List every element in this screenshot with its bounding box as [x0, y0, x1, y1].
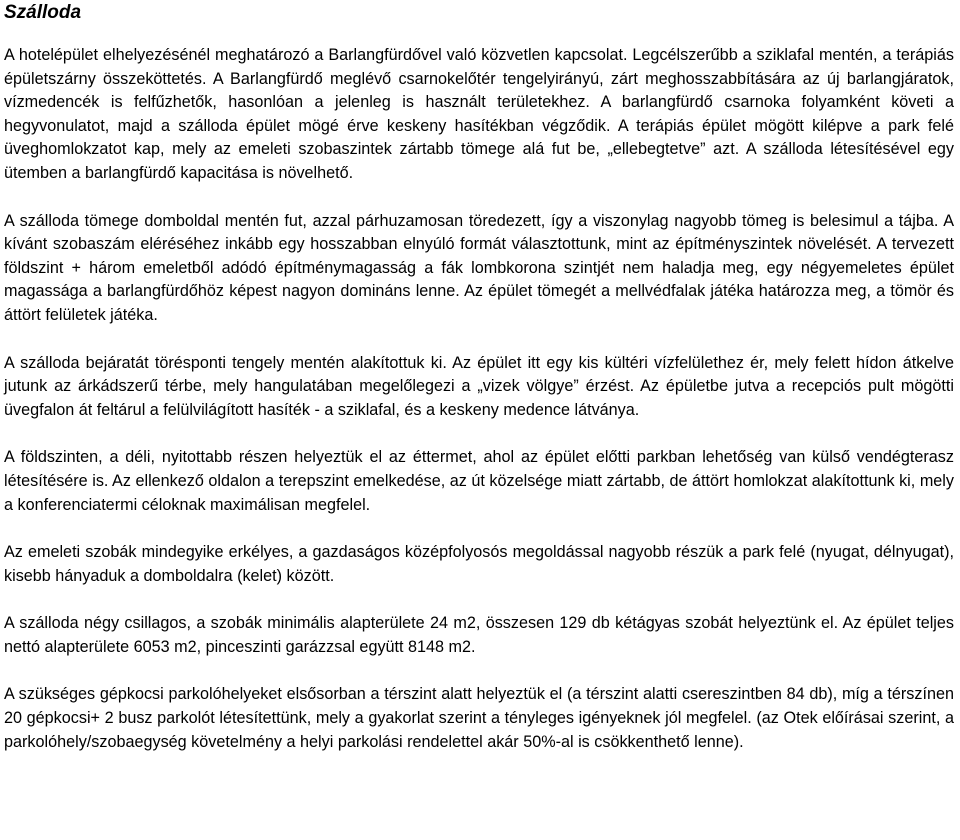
paragraph-ground-floor: A földszinten, a déli, nyitottabb részen helyeztük el az éttermet, ahol az épület előtti parkban lehetőség van külső vendégterasz létesítésére is. Az ellenkező oldalon a terepszint emelkedése, az út közelsége miatt zártabb, de áttört homlokzat alakítottunk ki, mely a konferenciatermi céloknak maximálisan megfelel.	[4, 448, 954, 514]
document-page	[4, 0, 954, 778]
paragraph-massing: A szálloda tömege domboldal mentén fut, azzal párhuzamosan töredezett, így a viszonylag nagyobb tömeg is belesimul a tájba. A kívánt szobaszám eléréséhez inkább egy hosszabban elnyúló formát választottunk, mint az építményszintek növelését. A tervezett földszint + három emeletből adódó építménymagasság a fák lombkorona szintjét nem haladja meg, egy négyemeletes épület magassága a barlangfürdőhöz képest nagyon domináns lenne. Az épület tömegét a mellvédfalak játéka határozza meg, a tömör és áttört felületek játéka.	[4, 211, 954, 324]
paragraph-parking: A szükséges gépkocsi parkolóhelyeket elsősorban a térszint alatt helyeztük el (a térszint alatti csereszintben 84 db), míg a térszínen 20 gépkocsi+ 2 busz parkolót létesítettünk, mely a gyakorlat szerint a tényleges igényeknek jól megfelel. (az Otek előírásai szerint, a parkolóhely/szobaegység követelmény a helyi parkolási rendelettel akár 50%-al is csökkenthető lenne).	[4, 685, 954, 751]
paragraph-entrance: A szálloda bejáratát törésponti tengely mentén alakítottuk ki. Az épület itt egy kis kültéri vízfelülethez ér, mely felett hídon átkelve jutunk az árkádszerű térbe, mely hangulatában megelőlegezi a „vizek völgye” érzést. Az épületbe jutva a recepciós pult mögötti üvegfalon át feltárul a felülvilágított hasíték - a sziklafal, és a keskeny medence látványa.	[4, 353, 954, 419]
paragraph-capacity: A szálloda négy csillagos, a szobák minimális alapterülete 24 m2, összesen 129 db kétágyas szobát helyeztünk el. Az épület teljes nettó alapterülete 6053 m2, pinceszinti garázzsal együtt 8148 m2.	[4, 614, 954, 656]
paragraph-upper-rooms: Az emeleti szobák mindegyike erkélyes, a gazdaságos középfolyosós megoldással nagyobb részük a park felé (nyugat, délnyugat), kisebb hányaduk a domboldalra (kelet) között.	[4, 543, 954, 585]
paragraph-location: A hotelépület elhelyezésénél meghatározó a Barlangfürdővel való közvetlen kapcsolat. Legcélszerűbb a sziklafal mentén, a terápiás épületszárny összeköttetés. A Barlangfürdő meglévő csarnokelőtér tengelyirányú, zárt meghosszabbítására az új barlangjáratok, vízmedencék is felfűzhetők, hasonlóan a jelenleg is használt területekhez. A barlangfürdő csarnoka folyamként követi a hegyvonulatot, majd a szálloda épület mögé érve keskeny hasítékban végződik. A terápiás épület mögött kilépve a park felé üveghomlokzatot kap, mely az emeleti szobaszintek zártabb tömege alá fut be, „ellebegtetve” azt. A szálloda létesítésével egy ütemben a barlangfürdő kapacitása is növelhető.	[4, 46, 954, 182]
document-title: Szálloda	[4, 2, 82, 23]
